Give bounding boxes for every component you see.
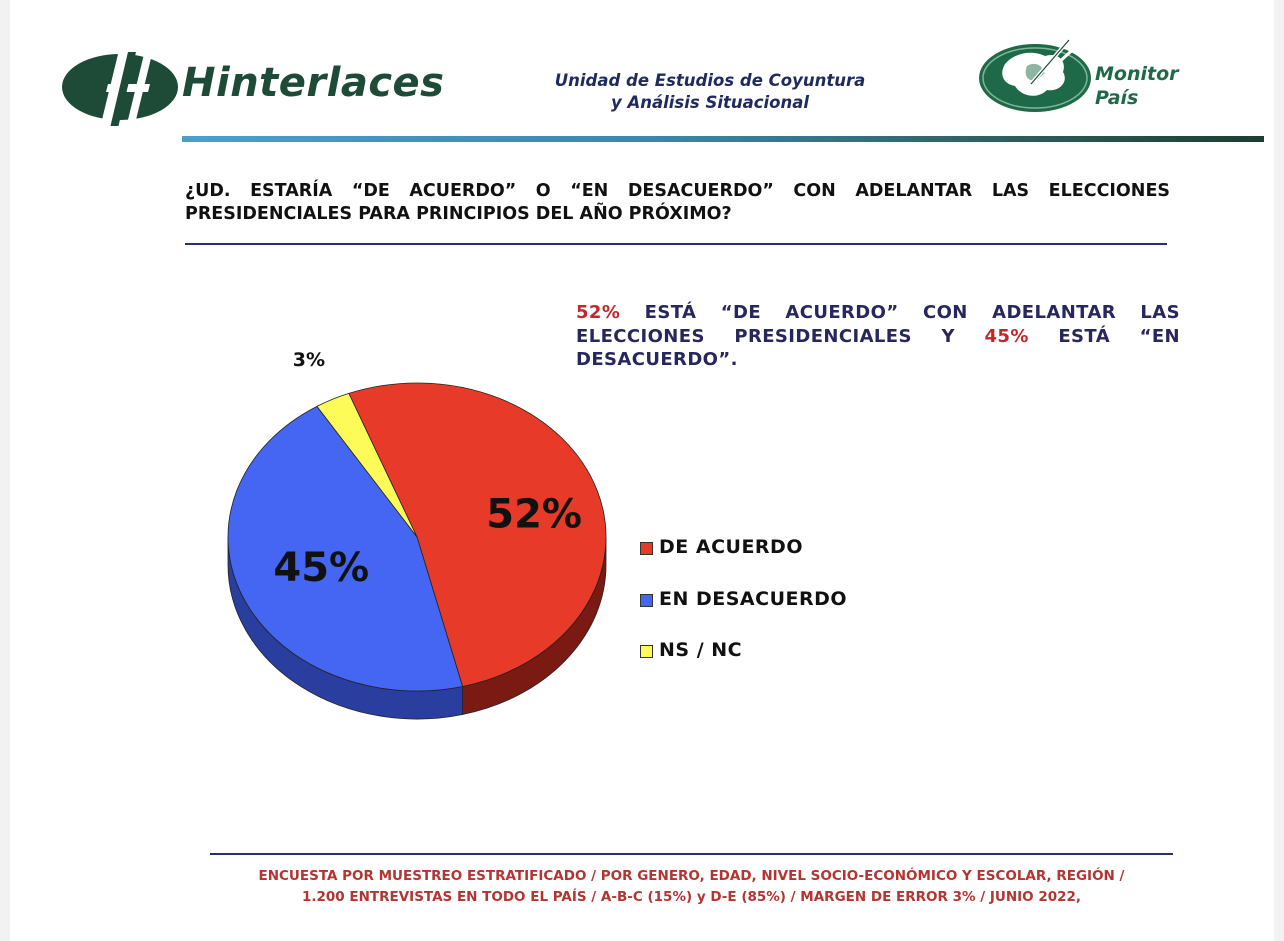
footer-divider — [210, 853, 1173, 855]
brand-name: Hinterlaces — [182, 60, 445, 106]
pie-label-2: 3% — [292, 349, 325, 372]
legend-label: NS / NC — [659, 639, 743, 661]
unit-line-2: y Análisis Situacional — [610, 93, 810, 112]
legend-swatch — [640, 594, 653, 607]
footnote-line-1: ENCUESTA POR MUESTREO ESTRATIFICADO / POR GENERO, EDAD, NIVEL SOCIO-ECONÓMICO Y ESCOLAR, REGIÓN / — [258, 868, 1125, 884]
survey-question: ¿UD. ESTARÍA “DE ACUERDO” O “EN DESACUERDO” CON ADELANTAR LAS ELECCIONES PRESIDENCIALES PARA PRINCIPIOS DEL AÑO PRÓXIMO? — [185, 181, 1170, 224]
legend-label: EN DESACUERDO — [659, 588, 848, 610]
legend-label: DE ACUERDO — [659, 536, 803, 558]
monitor-line-2: País — [1095, 87, 1139, 109]
legend-swatch — [640, 542, 653, 555]
pie-label-0: 52% — [486, 491, 582, 538]
pie-label-1: 45% — [273, 545, 370, 592]
survey-footnote — [200, 866, 1183, 908]
legend-swatch — [640, 645, 653, 658]
monitor-line-1: Monitor — [1095, 63, 1179, 85]
footnote-line-2: 1.200 ENTREVISTAS EN TODO EL PAÍS / A-B-C (15%) y D-E (85%) / MARGEN DE ERROR 3% / JUNIO 2022, — [301, 889, 1082, 905]
disagree-percent: 45% — [984, 325, 1029, 347]
finding-text-1: ESTÁ “DE ACUERDO” CON ADELANTAR LAS ELECCIONES PRESIDENCIALES Y — [576, 302, 1180, 347]
agree-percent: 52% — [576, 302, 621, 323]
unit-line-1: Unidad de Estudios de Coyuntura — [554, 71, 866, 90]
finding-text-2: ESTÁ “EN DESACUERDO”. — [576, 325, 1180, 370]
